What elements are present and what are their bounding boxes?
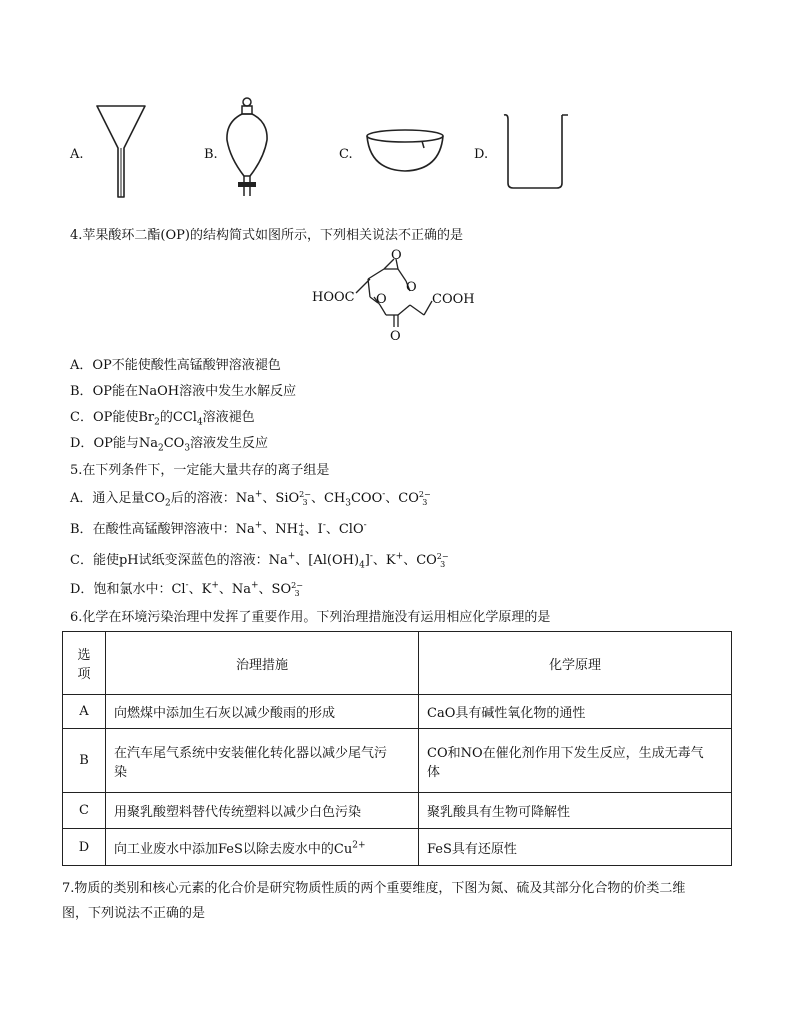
subscript: 3 <box>440 559 446 569</box>
option-text: 、ClO <box>325 522 364 537</box>
table-row <box>63 729 732 793</box>
table-row <box>63 793 732 829</box>
carbonyl-o-bottom: O <box>390 329 401 344</box>
row-measure <box>106 729 419 793</box>
row-principle: 聚乳酸具有生物可降解性 <box>419 793 732 829</box>
option-text: 、Na <box>218 582 251 597</box>
subscript: 3 <box>302 497 308 507</box>
charge: + <box>297 520 305 530</box>
option-text: 、[Al(OH) <box>295 553 360 568</box>
beaker-icon <box>500 111 570 191</box>
q4-option-b <box>70 380 296 399</box>
separatory-funnel-icon <box>222 96 272 200</box>
carbonyl-o-top: O <box>391 248 402 263</box>
cell-text: CO和NO在催化剂作用下发生反应，生成无毒气 <box>427 745 704 761</box>
table-row <box>63 695 732 729</box>
subscript: 4 <box>196 417 203 428</box>
row-measure: 用聚乳酸塑料替代传统塑料以减少白色污染 <box>106 793 419 829</box>
option-letter: B． <box>70 384 93 399</box>
superscript: - <box>382 489 386 500</box>
table-header-row <box>63 632 732 695</box>
q5-option-a <box>70 487 431 507</box>
option-text: 溶液褪色 <box>202 410 255 425</box>
table-row <box>63 829 732 866</box>
option-letter: D． <box>70 436 94 451</box>
subscript: 4 <box>359 560 365 571</box>
superscript: + <box>211 580 219 591</box>
option-letter: D． <box>70 582 94 597</box>
charge: 2− <box>299 489 311 499</box>
option-letter: C． <box>70 410 93 425</box>
header-measure: 治理措施 <box>106 632 419 695</box>
row-key: A <box>63 695 106 729</box>
header-option <box>63 632 106 695</box>
cell-text: 向工业废水中添加FeS以除去废水中的Cu <box>114 841 353 857</box>
charge: 2− <box>418 489 431 499</box>
superscript: + <box>254 520 263 531</box>
option-text: 饱和氯水中：Cl <box>93 582 186 597</box>
superscript: + <box>251 580 259 591</box>
question-4-stem: 4.苹果酸环二酯(OP)的结构简式如图所示，下列相关说法不正确的是 <box>70 228 463 243</box>
question-7-line-2: 图，下列说法不正确的是 <box>62 906 206 921</box>
option-text: COO <box>350 491 383 506</box>
funnel-icon <box>94 104 148 200</box>
row-principle <box>419 729 732 793</box>
q4-option-c <box>70 406 255 428</box>
charge-fraction <box>291 582 303 598</box>
option-text: CO <box>163 436 185 451</box>
superscript: + <box>287 551 296 562</box>
superscript: + <box>254 489 263 500</box>
option-text: 能使pH试纸变深蓝色的溶液：Na <box>92 553 288 568</box>
superscript: - <box>322 520 326 531</box>
q5-option-b <box>70 518 367 538</box>
option-text: OP能与Na <box>93 436 158 451</box>
option-letter: B． <box>70 522 93 537</box>
header-text: 选 <box>77 648 91 663</box>
cell-text: 染 <box>114 764 128 780</box>
charge-fraction <box>299 491 311 507</box>
row-key: B <box>63 729 106 793</box>
subscript: 2 <box>154 417 160 428</box>
pollution-measures-table <box>62 631 732 866</box>
option-letter: A． <box>70 491 93 506</box>
hooc-label: HOOC <box>312 290 355 305</box>
superscript: - <box>369 551 373 562</box>
option-text: 、NH <box>262 522 298 537</box>
subscript: 3 <box>345 498 351 509</box>
charge: 2− <box>291 580 303 590</box>
ring-o-left: O <box>376 292 387 307</box>
subscript: 3 <box>184 443 191 454</box>
option-text: 、K <box>372 553 396 568</box>
option-b-letter: B. <box>204 147 218 162</box>
charge: 2− <box>436 551 449 561</box>
option-text: 后的溶液：Na <box>170 491 255 506</box>
op-structure-diagram <box>308 247 488 345</box>
option-text: 的CCl <box>159 410 197 425</box>
option-text: 溶液发生反应 <box>190 436 269 451</box>
question-7-line-1: 7.物质的类别和核心元素的化合价是研究物质性质的两个重要维度，下图为氮、硫及其部分化合物的价类二维 <box>62 881 686 896</box>
option-text: 、K <box>188 582 212 597</box>
subscript: 4 <box>298 528 304 538</box>
option-text: 、I <box>304 522 323 537</box>
option-text: 在酸性高锰酸钾溶液中：Na <box>92 522 255 537</box>
row-principle: CaO具有碱性氧化物的通性 <box>419 695 732 729</box>
option-letter: C． <box>70 553 93 568</box>
question-5-stem: 5.在下列条件下，一定能大量共存的离子组是 <box>70 463 330 478</box>
header-principle: 化学原理 <box>419 632 732 695</box>
row-measure: 向燃煤中添加生石灰以减少酸雨的形成 <box>106 695 419 729</box>
option-text: ] <box>364 553 370 568</box>
charge-fraction <box>437 553 449 569</box>
subscript: 3 <box>422 497 428 507</box>
q4-option-a <box>70 354 281 373</box>
option-text: 、SiO <box>262 491 300 506</box>
cell-text: 体 <box>427 764 441 780</box>
header-text: 项 <box>77 667 91 682</box>
subscript: 3 <box>294 588 300 598</box>
cooh-label: COOH <box>432 292 475 307</box>
subscript: 2 <box>165 498 171 509</box>
option-a-letter: A. <box>70 147 84 162</box>
row-principle: FeS具有还原性 <box>419 829 732 866</box>
ring-o-right: O <box>406 280 417 295</box>
option-letter: A． <box>70 358 93 373</box>
superscript: + <box>395 551 404 562</box>
option-text: 、CO <box>403 553 437 568</box>
q5-option-c <box>70 549 449 569</box>
evaporating-dish-icon <box>364 128 446 174</box>
superscript: 2+ <box>352 840 366 851</box>
option-text: 通入足量CO <box>92 491 165 506</box>
charge-fraction <box>298 522 305 538</box>
option-c-letter: C. <box>339 147 353 162</box>
option-text: 、CH <box>310 491 346 506</box>
q4-option-d <box>70 432 269 454</box>
option-d-letter: D. <box>474 147 489 162</box>
option-text: OP不能使酸性高锰酸钾溶液褪色 <box>92 358 281 373</box>
cell-text: 在汽车尾气系统中安装催化转化器以减少尾气污 <box>114 745 388 761</box>
option-text: OP能在NaOH溶液中发生水解反应 <box>92 384 297 399</box>
option-text: 、CO <box>385 491 419 506</box>
superscript: - <box>185 580 189 591</box>
subscript: 2 <box>157 443 164 454</box>
row-key: D <box>63 829 106 866</box>
q5-option-d <box>70 578 303 598</box>
option-text: 、SO <box>258 582 292 597</box>
row-measure <box>106 829 419 866</box>
superscript: - <box>363 520 367 531</box>
option-text: OP能使Br <box>92 410 155 425</box>
charge-fraction <box>419 491 431 507</box>
row-key: C <box>63 793 106 829</box>
question-6-stem: 6.化学在环境污染治理中发挥了重要作用。下列治理措施没有运用相应化学原理的是 <box>70 610 551 625</box>
